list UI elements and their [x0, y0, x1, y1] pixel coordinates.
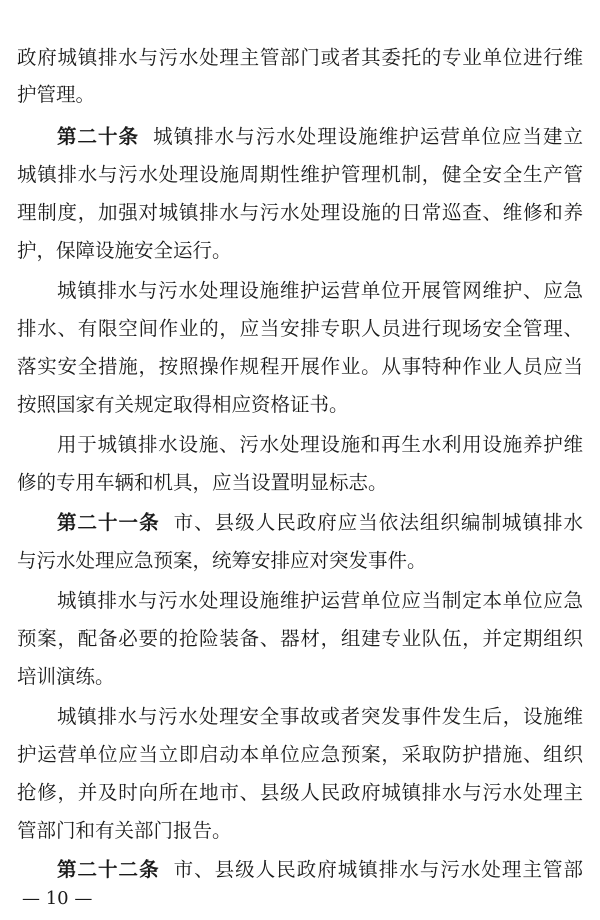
text-line: 护管理。	[17, 83, 96, 106]
article-22-heading: 第二十二条	[57, 858, 160, 881]
article-20-text: 城镇排水与污水处理设施维护运营单位应当建立	[153, 125, 583, 148]
text-line: 管部门和有关部门报告。	[17, 819, 232, 842]
text-line: 修的专用车辆和机具，应当设置明显标志。	[17, 471, 388, 494]
text-line: 落实安全措施，按照操作规程开展作业。从事特种作业人员应当	[17, 355, 583, 378]
text-line: 与污水处理应急预案，统筹安排应对突发事件。	[17, 549, 427, 572]
text-line: 预案，配备必要的抢险装备、器材，组建专业队伍，并定期组织	[17, 627, 583, 650]
text-line: 理制度，加强对城镇排水与污水处理设施的日常巡查、维修和养	[17, 201, 583, 224]
text-line: 城镇排水与污水处理设施周期性维护管理机制，健全安全生产管	[17, 163, 583, 186]
article-21-line	[57, 508, 583, 538]
text-line: 培训演练。	[17, 665, 115, 688]
text-line: 抢修，并及时向所在地市、县级人民政府城镇排水与污水处理主	[17, 781, 583, 804]
article-22-text: 市、县级人民政府城镇排水与污水处理主管部	[173, 858, 583, 881]
paragraph-line: 城镇排水与污水处理设施维护运营单位应当制定本单位应急	[57, 589, 583, 612]
text-line: 政府城镇排水与污水处理主管部门或者其委托的专业单位进行维	[17, 46, 583, 69]
paragraph-line: 城镇排水与污水处理安全事故或者突发事件发生后，设施维	[57, 705, 583, 728]
article-20-heading: 第二十条	[57, 125, 140, 148]
text-line: 护运营单位应当立即启动本单位应急预案，采取防护措施、组织	[17, 743, 583, 766]
text-line: 排水、有限空间作业的，应当安排专职人员进行现场安全管理、	[17, 317, 583, 340]
article-21-text: 市、县级人民政府应当依法组织编制城镇排水	[173, 511, 583, 534]
text-line: 按照国家有关规定取得相应资格证书。	[17, 393, 349, 416]
text-line: 护，保障设施安全运行。	[17, 239, 232, 262]
article-22-line	[57, 855, 583, 885]
article-20-line	[57, 122, 583, 152]
page-number: — 10 —	[22, 888, 93, 909]
paragraph-line: 城镇排水与污水处理设施维护运营单位开展管网维护、应急	[57, 279, 583, 302]
paragraph-line: 用于城镇排水设施、污水处理设施和再生水利用设施养护维	[57, 433, 583, 456]
article-21-heading: 第二十一条	[57, 511, 160, 534]
